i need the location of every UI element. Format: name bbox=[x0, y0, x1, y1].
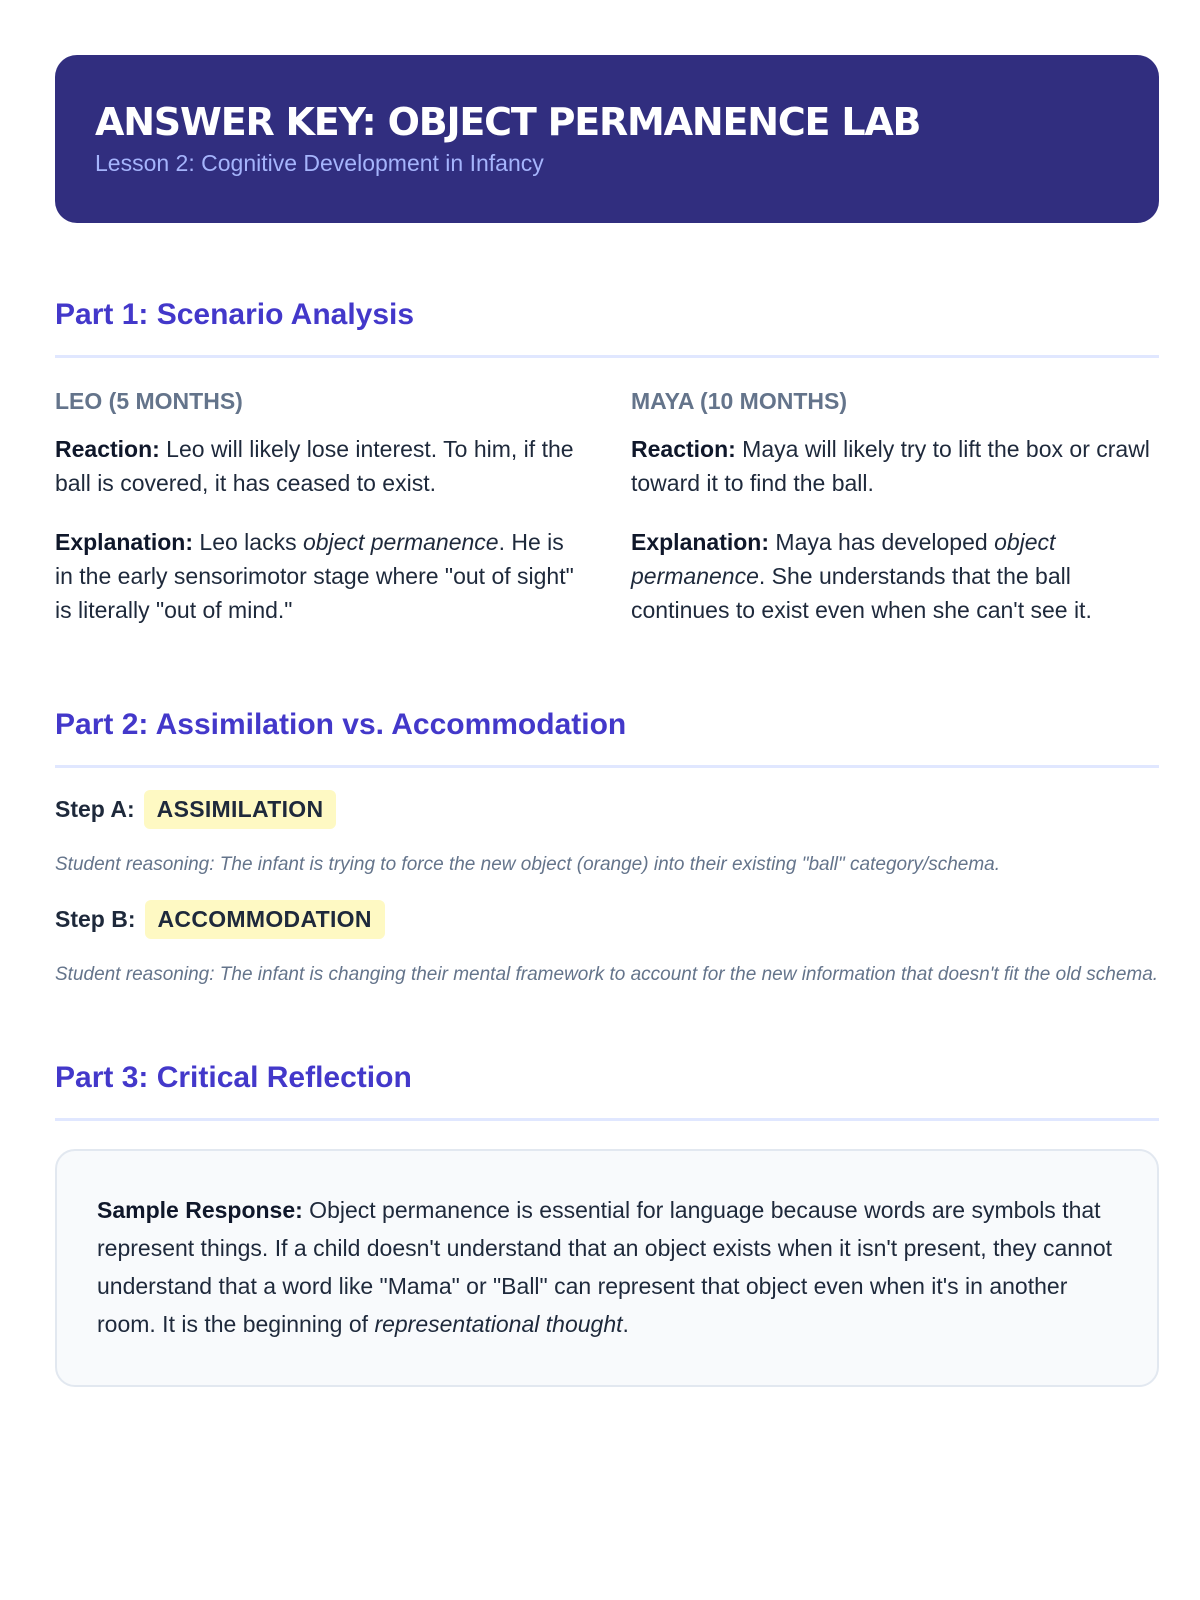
maya-explanation-term: object permanence bbox=[631, 529, 1056, 589]
sample-response-box bbox=[55, 1149, 1159, 1387]
part3-heading: Part 3: Critical Reflection bbox=[55, 1061, 412, 1094]
part2-divider bbox=[55, 765, 1159, 768]
maya-label: MAYA (10 MONTHS) bbox=[631, 388, 847, 414]
maya-explanation-pre: Maya has developed bbox=[769, 529, 995, 555]
leo-label: LEO (5 MONTHS) bbox=[55, 388, 243, 414]
step-a-answer-badge: ASSIMILATION bbox=[144, 790, 337, 829]
part2-section bbox=[55, 705, 1159, 988]
scenario-columns bbox=[55, 386, 1159, 627]
part1-heading: Part 1: Scenario Analysis bbox=[55, 298, 415, 331]
maya-reaction-lead: Reaction: bbox=[631, 436, 736, 462]
maya-explanation bbox=[631, 525, 1159, 627]
leo-reaction-text: Leo will likely lose interest. To him, if the ball is covered, it has ceased to exist. bbox=[55, 436, 574, 496]
leo-explanation-term: object permanence bbox=[302, 529, 499, 555]
leo-explanation-lead: Explanation: bbox=[55, 529, 194, 555]
maya-explanation-lead: Explanation: bbox=[631, 529, 770, 555]
page-title: ANSWER KEY: OBJECT PERMANENCE LAB bbox=[95, 100, 921, 144]
header-banner bbox=[55, 55, 1159, 223]
maya-explanation-post: . She understands that the ball continues to exist even when she can't see it. bbox=[631, 563, 1092, 623]
step-b-answer-badge: ACCOMMODATION bbox=[145, 900, 385, 939]
maya-reaction-text: Maya will likely try to lift the box or crawl toward it to find the ball. bbox=[631, 436, 1150, 496]
leo-explanation-post: . He is in the early sensorimotor stage where "out of sight" is literally "out of mind." bbox=[55, 529, 574, 623]
maya-column bbox=[631, 386, 1159, 627]
step-a-label: Step A: bbox=[55, 796, 135, 822]
leo-reaction bbox=[55, 432, 583, 500]
part3-divider bbox=[55, 1118, 1159, 1121]
sample-response-term: representational thought bbox=[374, 1311, 623, 1337]
step-b-row bbox=[55, 900, 1159, 939]
step-b-reasoning: Student reasoning: The infant is changing their mental framework to account for the new information that doesn't fit the old schema. bbox=[55, 964, 1159, 985]
leo-reaction-lead: Reaction: bbox=[55, 436, 160, 462]
part3-section bbox=[55, 1058, 1159, 1387]
sample-response-lead: Sample Response: bbox=[97, 1197, 303, 1223]
sample-response-text: Object permanence is essential for language because words are symbols that represent things. If a child doesn't understand that an object exists when it isn't present, they cannot understand that a word like "Mama" or "Ball" can represent that object even when it's in another room. It is the beginning of bbox=[97, 1197, 1112, 1337]
leo-column bbox=[55, 386, 583, 627]
leo-explanation-pre: Leo lacks bbox=[193, 529, 303, 555]
part2-heading: Part 2: Assimilation vs. Accommodation bbox=[55, 708, 627, 741]
step-a-reasoning: Student reasoning: The infant is trying to force the new object (orange) into their existing "ball" category/schema. bbox=[55, 854, 1000, 875]
leo-explanation bbox=[55, 525, 583, 627]
part1-section bbox=[55, 295, 1159, 627]
sample-response-end: . bbox=[622, 1311, 629, 1337]
step-a-row bbox=[55, 790, 1159, 829]
answer-key-page bbox=[55, 55, 1159, 1387]
step-b-label: Step B: bbox=[55, 906, 136, 932]
maya-reaction bbox=[631, 432, 1159, 500]
part1-divider bbox=[55, 355, 1159, 358]
page-subtitle: Lesson 2: Cognitive Development in Infancy bbox=[95, 150, 544, 176]
